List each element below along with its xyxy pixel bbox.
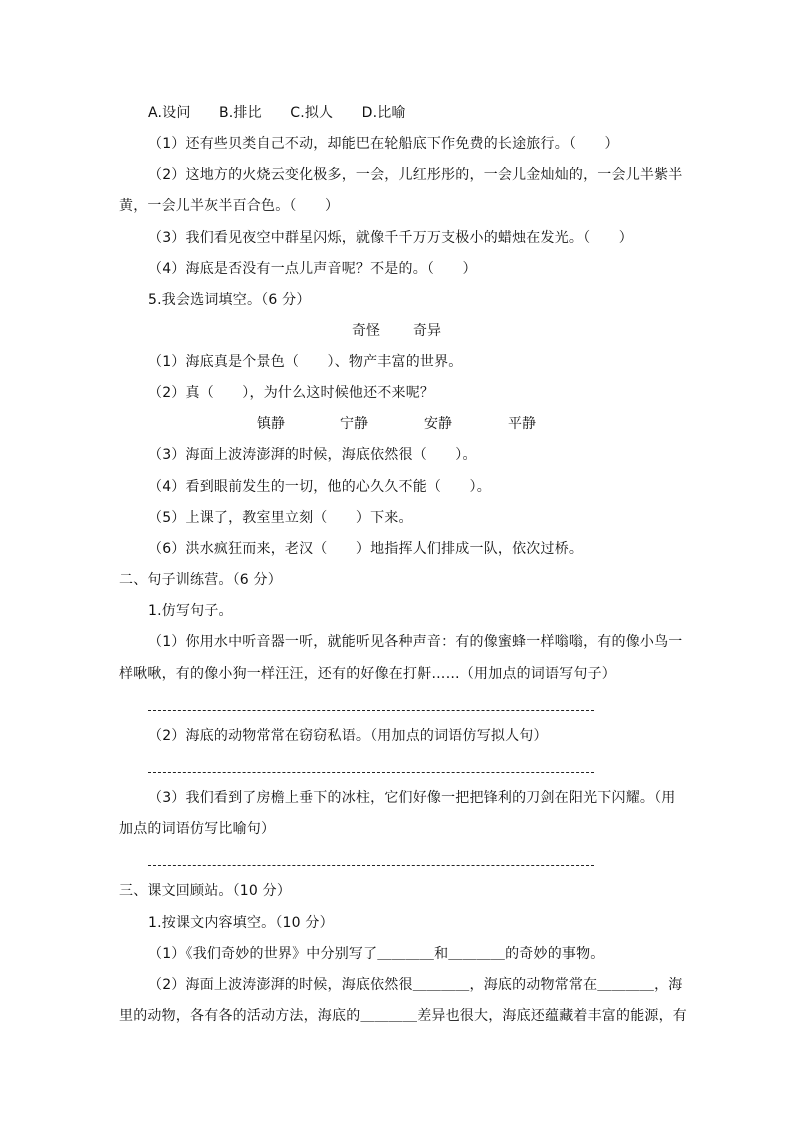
word-option-3: 镇静 (257, 416, 285, 432)
word-option-6: 平静 (508, 416, 536, 432)
word-option-4: 宁静 (340, 416, 368, 432)
q5-item-2: （2）真（ ），为什么这时候他还不来呢？ (148, 385, 435, 401)
section-2-item3-line2: 加点的词语仿写比喻句） (119, 821, 276, 837)
word-option-2: 奇异 (413, 323, 441, 339)
section-2-item2: （2）海底的动物常常在窃窃私语。（用加点的词语仿写拟人句） (148, 728, 548, 744)
q5-item-4: （4）看到眼前发生的一切，他的心久久不能（ ）。 (148, 479, 491, 495)
q4-item-3: （3）我们看见夜空中群星闪烁，就像千千万万支极小的蜡烛在发光。（ ） (148, 230, 633, 246)
q5-item-5: （5）上课了，教室里立刻（ ）下来。 (148, 510, 413, 526)
section-2-item3-line1: （3）我们看到了房檐上垂下的冰柱，它们好像一把把锋利的刀剑在阳光下闪耀。（用 (148, 790, 676, 806)
answer-line-1[interactable] (148, 710, 594, 711)
q4-item-2-line1: （2）这地方的火烧云变化极多，一会，儿红彤彤的，一会儿金灿灿的，一会儿半紫半 (148, 167, 683, 183)
section-3-sub: 1.按课文内容填空。（10 分） (148, 915, 334, 931)
section-2-item1-line2: 样啾啾，有的像小狗一样汪汪，还有的好像在打鼾……（用加点的词语写句子） (119, 666, 616, 682)
q5-item-6: （6）洪水疯狂而来，老汉（ ）地指挥人们排成一队，依次过桥。 (148, 541, 584, 557)
word-option-1: 奇怪 (352, 323, 380, 339)
section-3-item2-line2: 里的动物，各有各的活动方法，海底的＿＿＿＿差异也很大，海底还蕴藏着丰富的能源，有 (119, 1008, 687, 1024)
q4-item-2-line2: 黄，一会儿半灰半百合色。（ ） (119, 198, 340, 214)
q5-title: 5.我会选词填空。（6 分） (148, 292, 311, 308)
q4-item-4: （4）海底是否没有一点儿声音呢？不是的。（ ） (148, 261, 477, 277)
q5-item-3: （3）海面上波涛澎湃的时候，海底依然很（ ）。 (148, 447, 477, 463)
section-3-item1: （1）《我们奇妙的世界》中分别写了＿＿＿＿和＿＿＿＿的奇妙的事物。 (148, 946, 605, 962)
section-3-title: 三、课文回顾站。（10 分） (119, 883, 292, 899)
choice-options: A.设问 B.排比 C.拟人 D.比喻 (148, 105, 406, 121)
section-3-item2-line1: （2）海面上波涛澎湃的时候，海底依然很＿＿＿＿，海底的动物常常在＿＿＿＿，海 (148, 977, 683, 993)
answer-line-2[interactable] (148, 772, 594, 773)
q5-item-1: （1）海底真是个景色（ ）、物产丰富的世界。 (148, 354, 463, 370)
section-2-item1-line1: （1）你用水中听音器一听，就能听见各种声音：有的像蜜蜂一样嗡嗡，有的像小鸟一 (148, 634, 683, 650)
section-2-sub: 1.仿写句子。 (148, 603, 233, 619)
q4-item-1: （1）还有些贝类自己不动，却能巴在轮船底下作免费的长途旅行。（ ） (148, 136, 619, 152)
section-2-title: 二、句子训练营。（6 分） (119, 572, 282, 588)
answer-line-3[interactable] (148, 865, 594, 866)
word-option-5: 安静 (424, 416, 452, 432)
